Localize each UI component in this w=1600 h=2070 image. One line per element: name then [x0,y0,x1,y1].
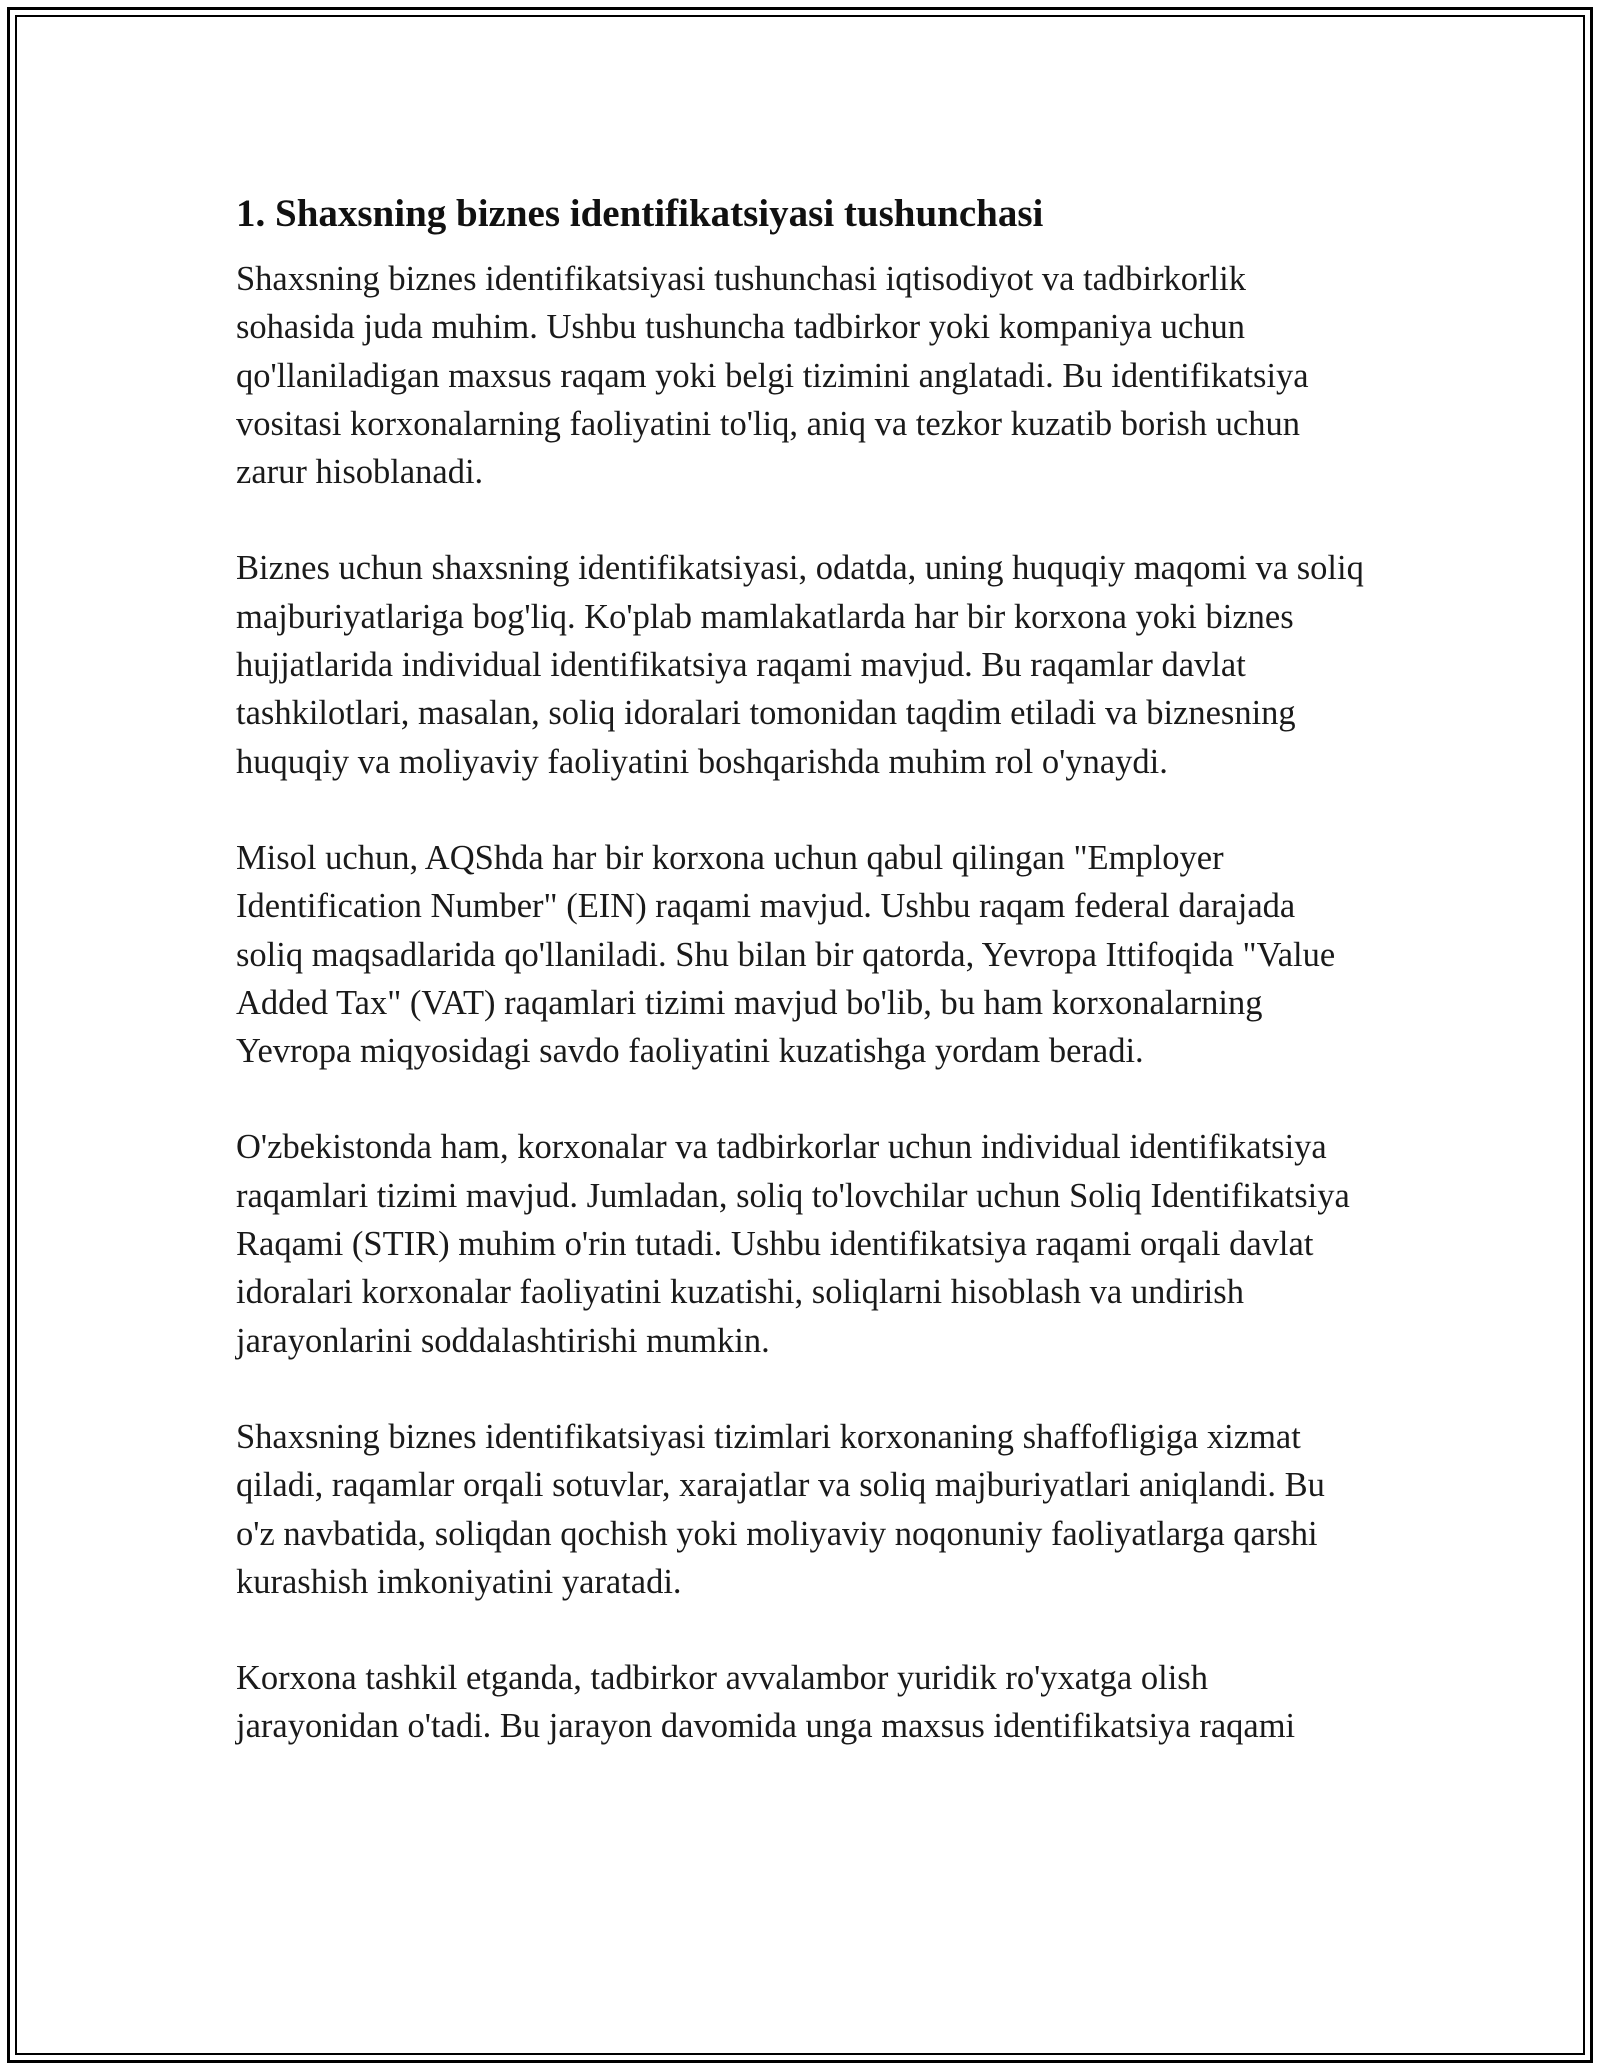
document-body [236,183,1366,1751]
section-heading: 1. Shaxsning biznes identifikatsiyasi tushunchasi [236,192,1044,235]
paragraph-3: Misol uchun, AQShda har bir korxona uchun qabul qilingan "Employer Identification Number" (EIN) raqami mavjud. Ushbu raqam federal darajada soliq maqsadlarida qo'llaniladi. Shu bilan bir qatorda, Yevropa Ittifoqida "Value Added Tax" (VAT) raqamlari tizimi mavjud bo'lib, bu ham korxonalarning Yevropa miqyosidagi savdo faoliyatini kuzatishga yordam beradi. [236,838,1336,1071]
paragraph-2: Biznes uchun shaxsning identifikatsiyasi, odatda, uning huquqiy maqomi va soliq majburiyatlariga bog'liq. Ko'plab mamlakatlarda har bir korxona yoki biznes hujjatlarida individual identifikatsiya raqami mavjud. Bu raqamlar davlat tashkilotlari, masalan, soliq idoralari tomonidan taqdim etiladi va biznesning huquqiy va moliyaviy faoliyatini boshqarishda muhim rol o'ynaydi. [236,549,1364,781]
paragraph-5: Shaxsning biznes identifikatsiyasi tizimlari korxonaning shaffofligiga xizmat qiladi, raqamlar orqali sotuvlar, xarajatlar va soliq majburiyatlari aniqlandi. Bu o'z navbatida, soliqdan qochish yoki moliyaviy noqonuniy faoliyatlarga qarshi kurashish imkoniyatini yaratadi. [236,1417,1325,1601]
paragraph-6: Korxona tashkil etganda, tadbirkor avvalambor yuridik ro'yxatga olish jarayonidan o'tadi. Bu jarayon davomida unga maxsus identifikatsiya raqami [236,1659,1296,1746]
paragraph-1: Shaxsning biznes identifikatsiyasi tushunchasi iqtisodiyot va tadbirkorlik sohasida juda muhim. Ushbu tushuncha tadbirkor yoki kompaniya uchun qo'llaniladigan maxsus raqam yoki belgi tizimini anglatadi. Bu identifikatsiya vositasi korxonalarning faoliyatini to'liq, aniq va tezkor kuzatib borish uchun zarur hisoblanadi. [236,260,1309,492]
paragraph-4: O'zbekistonda ham, korxonalar va tadbirkorlar uchun individual identifikatsiya raqamlari tizimi mavjud. Jumladan, soliq to'lovchilar uchun Soliq Identifikatsiya Raqami (STIR) muhim o'rin tutadi. Ushbu identifikatsiya raqami orqali davlat idoralari korxonalar faoliyatini kuzatishi, soliqlarni hisoblash va undirish jarayonlarini soddalashtirishi mumkin. [236,1128,1350,1360]
